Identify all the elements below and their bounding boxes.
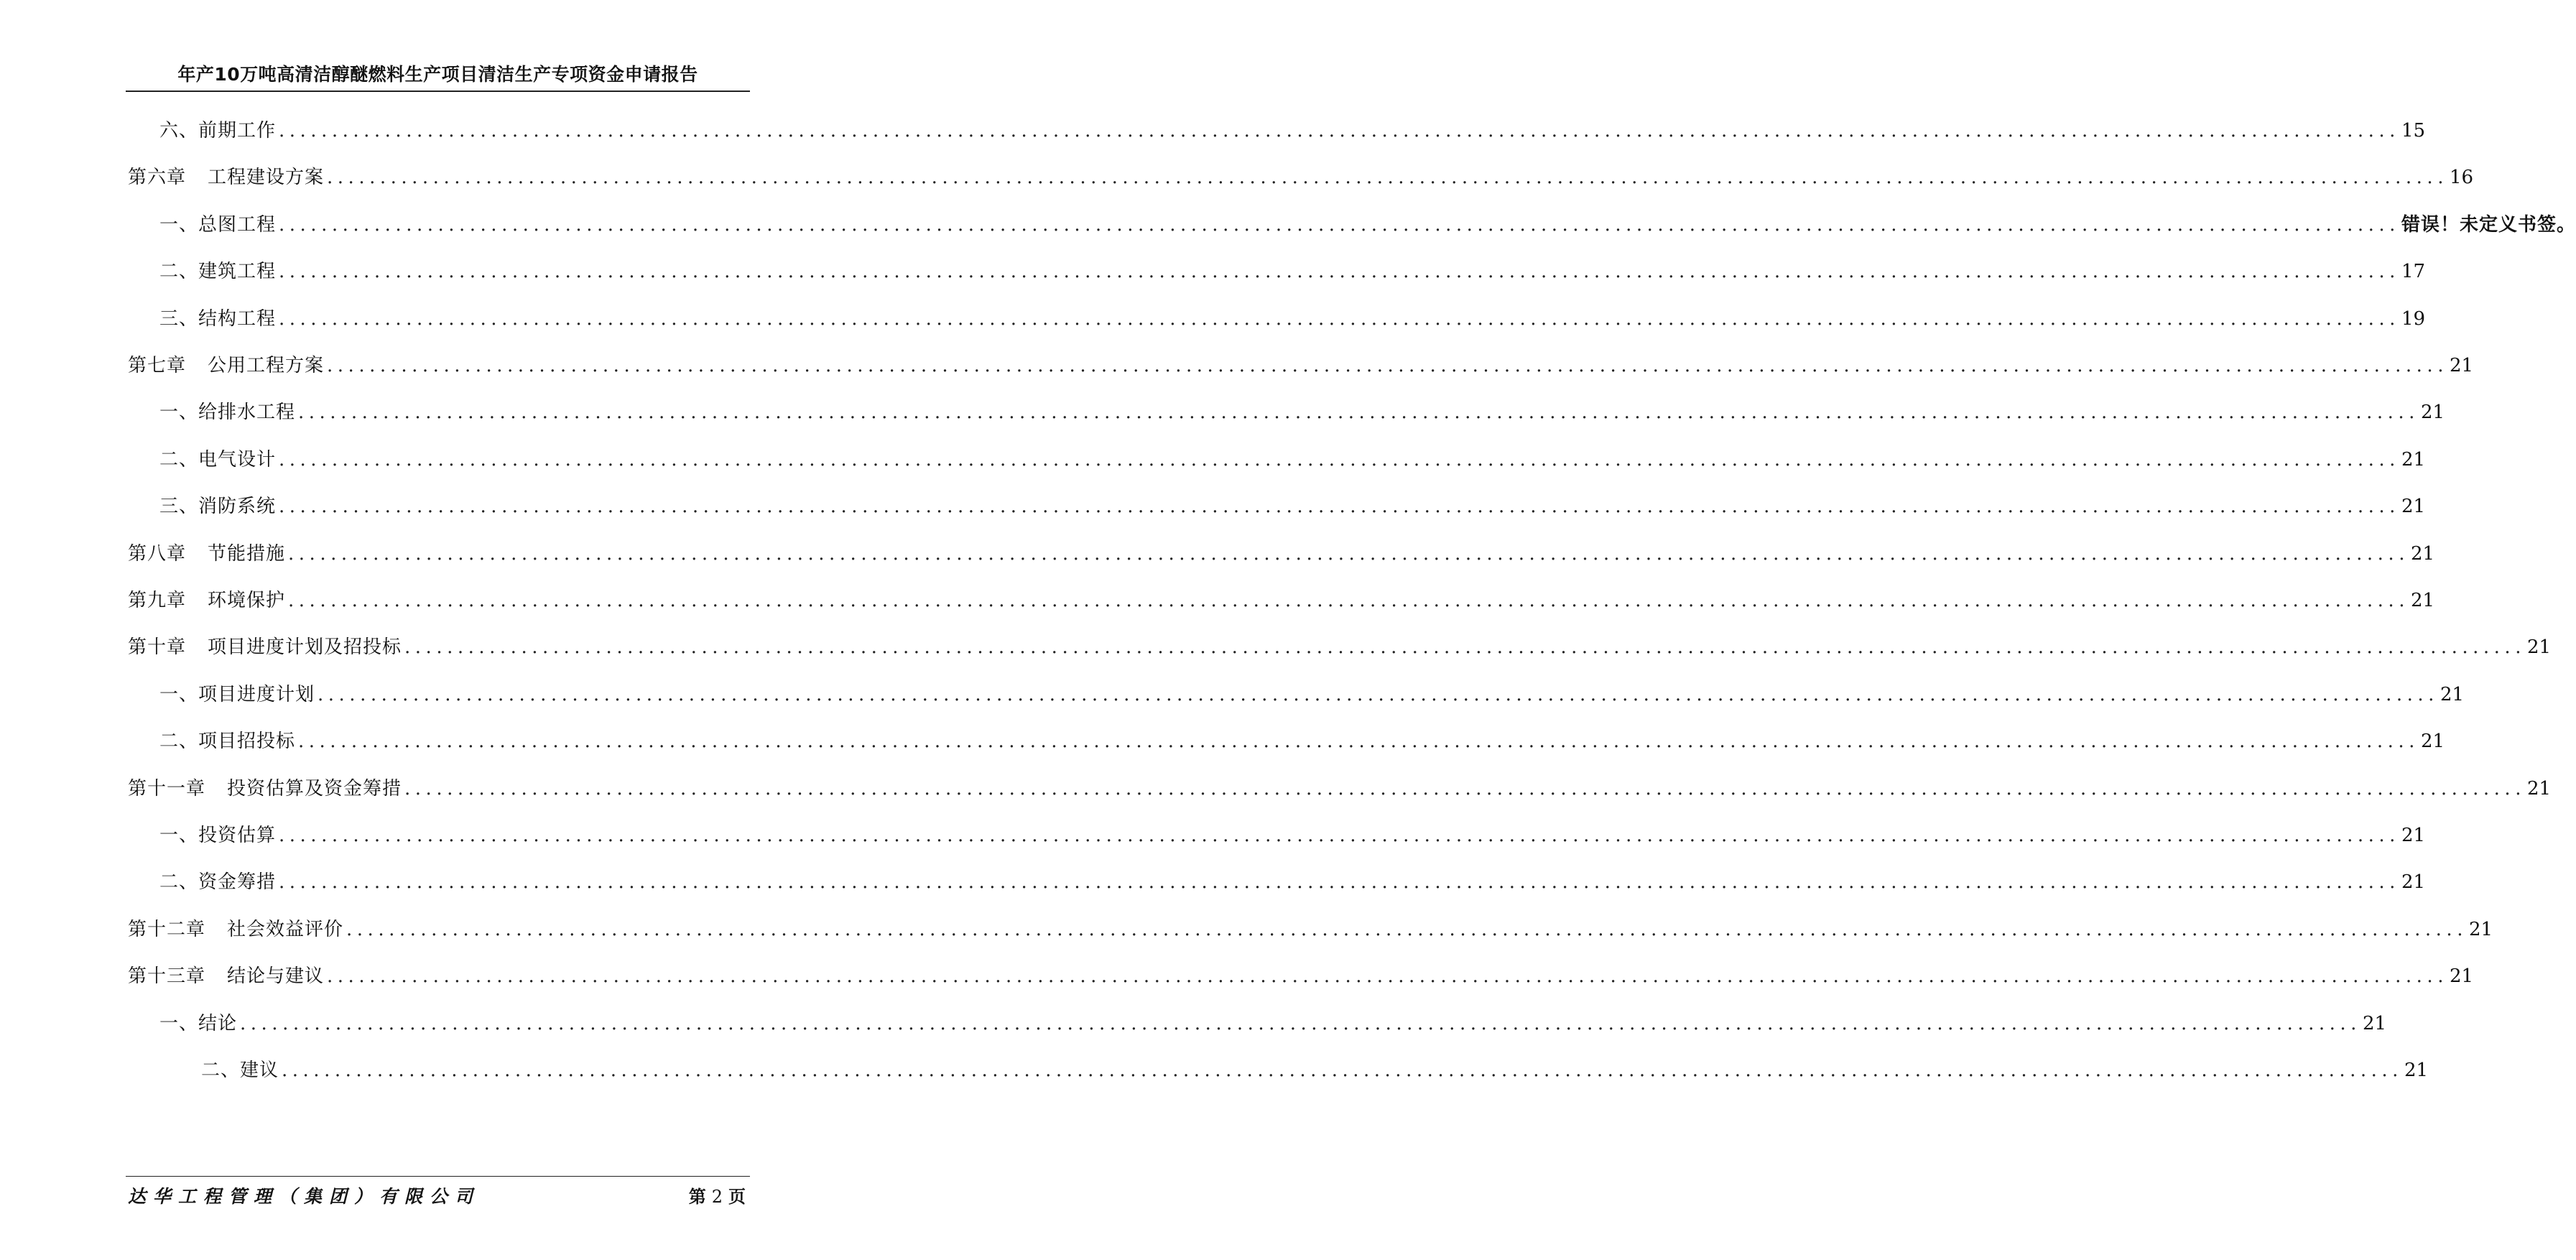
toc-entry-label: 六、前期工作 — [159, 120, 277, 142]
toc-dot-leader: ........................................................................................................................................................................................................ — [298, 402, 2419, 423]
toc-entry-title — [159, 492, 276, 521]
toc-page-number: 21 — [2404, 1060, 2429, 1081]
toc-dot-leader: ........................................................................................................................................................................................................ — [279, 214, 2400, 236]
toc-page-number: 21 — [2449, 355, 2474, 376]
toc-entry-title — [159, 305, 276, 333]
toc-entry-title — [128, 962, 324, 991]
footer-page-number — [689, 1182, 747, 1208]
toc-dot-leader: ........................................................................................................................................................................................................ — [279, 496, 2400, 517]
toc-entry[interactable] — [128, 774, 2552, 803]
toc-page-number: 15 — [2401, 120, 2426, 142]
toc-entry[interactable] — [159, 492, 2426, 521]
toc-entry-title — [159, 680, 315, 709]
toc-dot-leader: ........................................................................................................................................................................................................ — [279, 120, 2400, 142]
toc-entry[interactable] — [159, 398, 2445, 427]
toc-entry-label: 第九章 — [128, 590, 187, 611]
toc-entry-chapter-title: 工程建设方案 — [208, 167, 325, 188]
toc-entry-title — [159, 868, 276, 897]
toc-entry[interactable] — [128, 962, 2474, 991]
toc-entry-label: 一、项目进度计划 — [159, 684, 315, 705]
page-prefix: 第 — [688, 1187, 708, 1207]
toc-page-number: 21 — [2526, 636, 2552, 658]
toc-entry-title — [159, 445, 276, 474]
toc-dot-leader: ........................................................................................................................................................................................................ — [279, 871, 2400, 893]
toc-entry-label: 第十二章 — [128, 919, 206, 940]
toc-entry-label: 二、资金筹措 — [159, 871, 277, 893]
toc-page-number: 21 — [2362, 1013, 2387, 1034]
page-number: 2 — [711, 1187, 724, 1207]
toc-entry[interactable] — [128, 915, 2493, 944]
footer-company-name: 达华工程管理（集团）有限公司 — [128, 1186, 481, 1207]
toc-entry-title — [159, 821, 276, 850]
toc-entry[interactable] — [159, 821, 2426, 850]
toc-page-number: 21 — [2449, 965, 2474, 987]
toc-page-number: 16 — [2449, 167, 2474, 188]
toc-entry-label: 一、给排水工程 — [159, 402, 296, 423]
toc-page-number: 21 — [2410, 543, 2435, 565]
toc-entry-label: 二、电气设计 — [159, 449, 277, 471]
toc-entry-title — [128, 586, 285, 615]
toc-entry-label: 第八章 — [128, 543, 187, 565]
toc-entry-label: 一、投资估算 — [159, 825, 277, 846]
toc-dot-leader: ........................................................................................................................................................................................................ — [327, 965, 2448, 987]
toc-dot-leader: ........................................................................................................................................................................................................ — [327, 167, 2448, 188]
toc-page-number: 21 — [2401, 825, 2426, 846]
toc-entry-label: 第十章 — [128, 636, 187, 658]
page-header-title: 年产10万吨高清洁醇醚燃料生产项目清洁生产专项资金申请报告 — [177, 64, 698, 85]
toc-entry[interactable] — [201, 1056, 2429, 1085]
toc-entry-title — [159, 398, 295, 427]
toc-dot-leader: ........................................................................................................................................................................................................ — [288, 543, 2409, 565]
header-divider — [126, 91, 750, 92]
toc-entry[interactable] — [128, 163, 2474, 192]
page-suffix: 页 — [728, 1187, 747, 1207]
toc-dot-leader: ........................................................................................................................................................................................................ — [404, 636, 2526, 658]
toc-entry-title — [128, 633, 402, 662]
toc-entry-label: 三、结构工程 — [159, 308, 277, 330]
toc-dot-leader: ........................................................................................................................................................................................................ — [279, 449, 2400, 471]
toc-page-number: 21 — [2440, 684, 2465, 705]
toc-entry[interactable] — [159, 727, 2445, 756]
toc-entry-label: 第七章 — [128, 355, 187, 376]
toc-dot-leader: ........................................................................................................................................................................................................ — [298, 731, 2419, 752]
toc-dot-leader: ........................................................................................................................................................................................................ — [282, 1060, 2403, 1081]
toc-entry-title — [128, 539, 285, 568]
toc-dot-leader: ........................................................................................................................................................................................................ — [327, 355, 2448, 376]
toc-entry-title — [128, 915, 343, 944]
toc-entry-chapter-title: 环境保护 — [208, 590, 286, 611]
toc-entry[interactable] — [128, 351, 2474, 380]
toc-page-number: 21 — [2420, 731, 2445, 752]
toc-page-number: 21 — [2526, 778, 2552, 800]
toc-dot-leader: ........................................................................................................................................................................................................ — [288, 590, 2409, 611]
toc-entry-title — [128, 351, 324, 380]
toc-entry-label: 三、消防系统 — [159, 496, 277, 517]
toc-entry[interactable] — [159, 116, 2426, 145]
toc-entry-label: 二、建议 — [201, 1060, 279, 1081]
toc-entry[interactable] — [159, 210, 2576, 239]
toc-entry-title — [159, 210, 276, 239]
toc-entry-chapter-title: 公用工程方案 — [208, 355, 325, 376]
toc-page-number: 21 — [2420, 402, 2445, 423]
toc-entry-title — [159, 727, 295, 756]
toc-entry-label: 一、总图工程 — [159, 214, 277, 236]
toc-entry[interactable] — [128, 633, 2552, 662]
toc-entry-title — [159, 257, 276, 286]
toc-entry-label: 一、结论 — [159, 1013, 238, 1034]
toc-entry-label: 第十一章 — [128, 778, 206, 800]
toc-entry-title — [201, 1056, 279, 1085]
toc-page-number: 19 — [2401, 308, 2426, 330]
toc-entry-chapter-title: 节能措施 — [208, 543, 286, 565]
toc-dot-leader: ........................................................................................................................................................................................................ — [279, 308, 2400, 330]
toc-dot-leader: ........................................................................................................................................................................................................ — [279, 261, 2400, 282]
toc-page-number: 17 — [2401, 261, 2426, 282]
toc-entry-title — [159, 116, 276, 145]
toc-dot-leader: ........................................................................................................................................................................................................ — [318, 684, 2439, 705]
toc-entry-chapter-title: 结论与建议 — [227, 965, 325, 987]
toc-entry-title — [159, 1009, 237, 1038]
toc-entry[interactable] — [159, 868, 2426, 897]
toc-entry-chapter-title: 社会效益评价 — [227, 919, 344, 940]
toc-page-number: 21 — [2401, 871, 2426, 893]
toc-entry-label: 二、项目招投标 — [159, 731, 296, 752]
toc-entry-label: 第十三章 — [128, 965, 206, 987]
toc-entry-chapter-title: 投资估算及资金筹措 — [227, 778, 402, 800]
toc-entry-chapter-title: 项目进度计划及招投标 — [208, 636, 402, 658]
toc-entry[interactable] — [159, 1009, 2387, 1038]
toc-page-number: 21 — [2410, 590, 2435, 611]
toc-page-number: 21 — [2401, 496, 2426, 517]
toc-entry-label: 二、建筑工程 — [159, 261, 277, 282]
toc-bookmark-error: 错误！未定义书签。 — [2401, 214, 2576, 236]
toc-page-number: 21 — [2401, 449, 2426, 471]
toc-entry[interactable] — [159, 305, 2426, 333]
toc-entry-title — [128, 163, 324, 192]
toc-dot-leader: ........................................................................................................................................................................................................ — [346, 919, 2468, 940]
toc-page-number: 21 — [2468, 919, 2493, 940]
toc-entry[interactable] — [159, 257, 2426, 286]
toc-dot-leader: ........................................................................................................................................................................................................ — [279, 825, 2400, 846]
toc-entry[interactable] — [128, 539, 2435, 568]
toc-entry[interactable] — [128, 586, 2435, 615]
toc-dot-leader: ........................................................................................................................................................................................................ — [404, 778, 2526, 800]
toc-dot-leader: ........................................................................................................................................................................................................ — [240, 1013, 2361, 1034]
footer-divider — [126, 1176, 750, 1177]
toc-entry[interactable] — [159, 680, 2465, 709]
toc-entry-label: 第六章 — [128, 167, 187, 188]
toc-entry-title — [128, 774, 402, 803]
toc-entry[interactable] — [159, 445, 2426, 474]
